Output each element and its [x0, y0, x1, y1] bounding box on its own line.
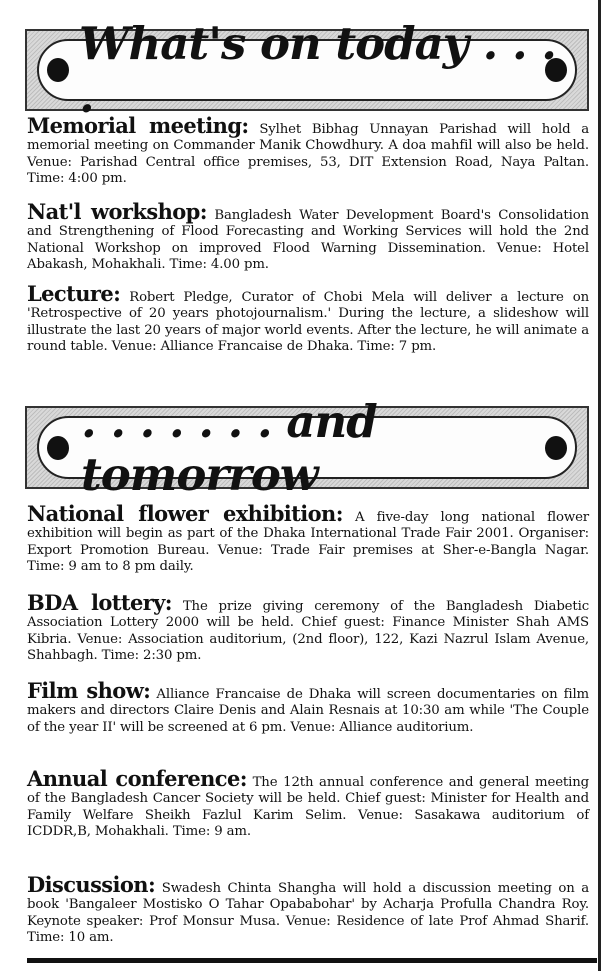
event-text: Sylhet Bibhag Unnayan Parishad will hold a memorial meeting on Commander Manik Chowdhury. A doa mahfil will also be held. Venue: Parishad Central office premises, 53, DIT Extension Road, Naya Paltan. Time: 4:00 pm. — [27, 122, 589, 187]
event-text: Alliance Francaise de Dhaka will screen documentaries on film makers and directors Claire Denis and Alain Resnais at 10:30 am while 'The Couple of the year II' will be screened at 6 pm. Venue: Alliance auditorium. — [27, 687, 590, 735]
event-text: The prize giving ceremony of the Bangladesh Diabetic Association Lottery 2000 will be held. Chief guest: Finance Minister Shah AMS Kibria. Venue: Association auditorium, (2nd floor), 122, Kazi Nazrul Islam Avenue, Shahbagh. Time: 2:30 pm. — [27, 599, 589, 664]
event-item — [27, 199, 589, 274]
bottom-rule — [27, 958, 597, 963]
event-item — [27, 590, 589, 665]
event-text: Bangladesh Water Development Board's Consolidation and Strengthening of Flood Forecasting and Working Services will hold the 2nd National Workshop on improved Flood Warning Dissemination. Venue: Hotel Abakash, Mohakhali. Time: 4.00 pm. — [27, 208, 589, 273]
event-text: Swadesh Chinta Shangha will hold a discussion meeting on a book 'Bangaleer Mostisko O Tahar Opababohar' by Acharja Profulla Chandra Roy. Keynote speaker: Prof Monsur Musa. Venue: Residence of late Prof Ahmad Sharif. Time: 10 am. — [27, 881, 589, 946]
column-rule — [598, 0, 601, 971]
event-text: A five-day long national flower exhibition will begin as part of the Dhaka International Trade Fair 2001. Organiser: Export Promotion Bureau. Venue: Trade Fair premises at Sher-e-Bangla Nagar. Time: 9 am to 8 pm daily. — [27, 510, 589, 575]
event-heading: Lecture: — [27, 281, 121, 306]
event-item — [27, 281, 589, 356]
event-heading: National flower exhibition: — [27, 501, 343, 526]
event-item — [27, 113, 589, 188]
event-heading: Discussion: — [27, 872, 156, 897]
event-heading: Nat'l workshop: — [27, 199, 207, 224]
event-item — [27, 766, 589, 841]
event-heading: BDA lottery: — [27, 590, 172, 615]
event-text: Robert Pledge, Curator of Chobi Mela will deliver a lecture on 'Retrospective of 20 years photojournalism.' During the lecture, a slideshow will illustrate the last 20 years of major world events. After the lecture, he will animate a round table. Venue: Alliance Francaise de Dhaka. Time: 7 pm. — [27, 290, 589, 355]
tomorrow-banner-title: . . . . . . . and tomorrow — [81, 394, 377, 501]
event-item — [27, 501, 589, 576]
today-banner — [25, 17, 589, 123]
event-heading: Film show: — [27, 678, 151, 703]
event-text: The 12th annual conference and general meeting of the Bangladesh Cancer Society will be held. Chief guest: Minister for Health and Family Welfare Sheikh Fazlul Karim Selim. Venue: Sasakawa auditorium of ICDDR,B, Mohakhali. Time: 9 am. — [27, 775, 589, 840]
event-heading: Annual conference: — [27, 766, 247, 791]
event-item — [27, 678, 590, 736]
today-banner-title: What's on today . . . . — [79, 17, 556, 123]
tomorrow-banner — [25, 394, 589, 501]
event-item — [27, 872, 589, 947]
event-heading: Memorial meeting: — [27, 113, 249, 138]
